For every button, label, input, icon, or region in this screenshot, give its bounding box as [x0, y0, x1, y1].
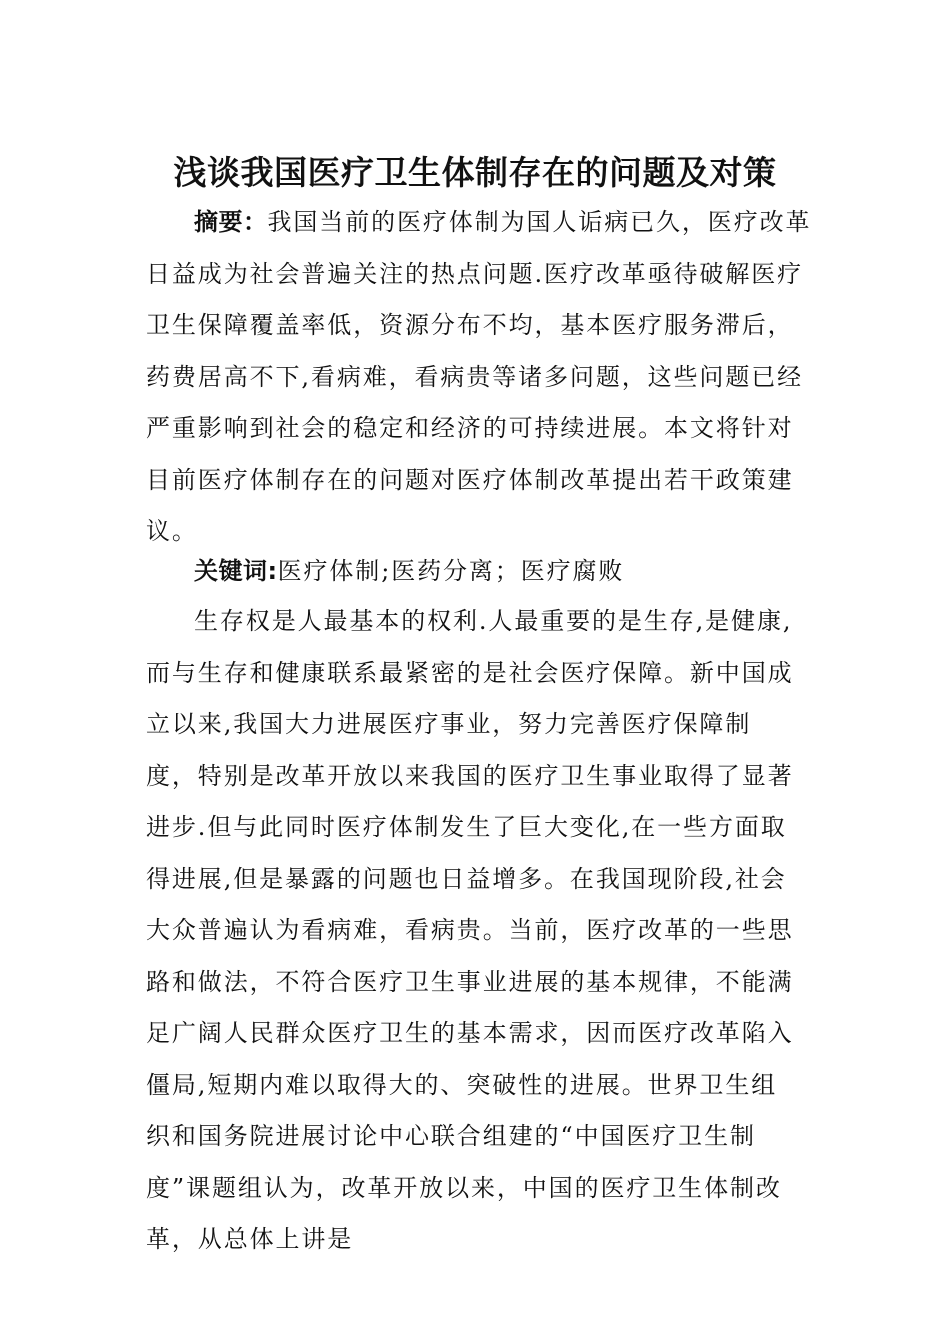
abstract-label: 摘要： [194, 208, 268, 236]
keywords-text: 医疗体制;医药分离；医疗腐败 [277, 557, 625, 585]
abstract-text: 我国当前的医疗体制为国人诟病已久，医疗改革日益成为社会普遍关注的热点问题.医疗改革亟待破解医疗卫生保障覆盖率低，资源分布不均，基本医疗服务滞后，药费居高不下,看病难，看病贵等诸多问题，这些问题已经严重影响到社会的稳定和经济的可持续进展。本文将针对目前医疗体制存在的问题对医疗体制改革提出若干政策建议。 [146, 208, 812, 545]
body-paragraph: 生存权是人最基本的权利.人最重要的是生存,是健康,而与生存和健康联系最紧密的是社会医疗保障。新中国成立以来,我国大力进展医疗事业，努力完善医疗保障制度，特别是改革开放以来我国的医疗卫生事业取得了显著进步.但与此同时医疗体制发生了巨大变化,在一些方面取得进展,但是暴露的问题也日益增多。在我国现阶段,社会大众普遍认为看病难，看病贵。当前，医疗改革的一些思路和做法，不符合医疗卫生事业进展的基本规律，不能满足广阔人民群众医疗卫生的基本需求，因而医疗改革陷入僵局,短期内难以取得大的、突破性的进展。世界卫生组织和国务院进展讨论中心联合组建的“中国医疗卫生制度”课题组认为，改革开放以来，中国的医疗卫生体制改革，从总体上讲是 [146, 607, 794, 1253]
abstract-paragraph [146, 197, 816, 558]
keywords-label: 关键词: [194, 557, 278, 585]
keywords-paragraph [146, 546, 816, 598]
document-title: 浅谈我国医疗卫生体制存在的问题及对策 [173, 153, 777, 193]
